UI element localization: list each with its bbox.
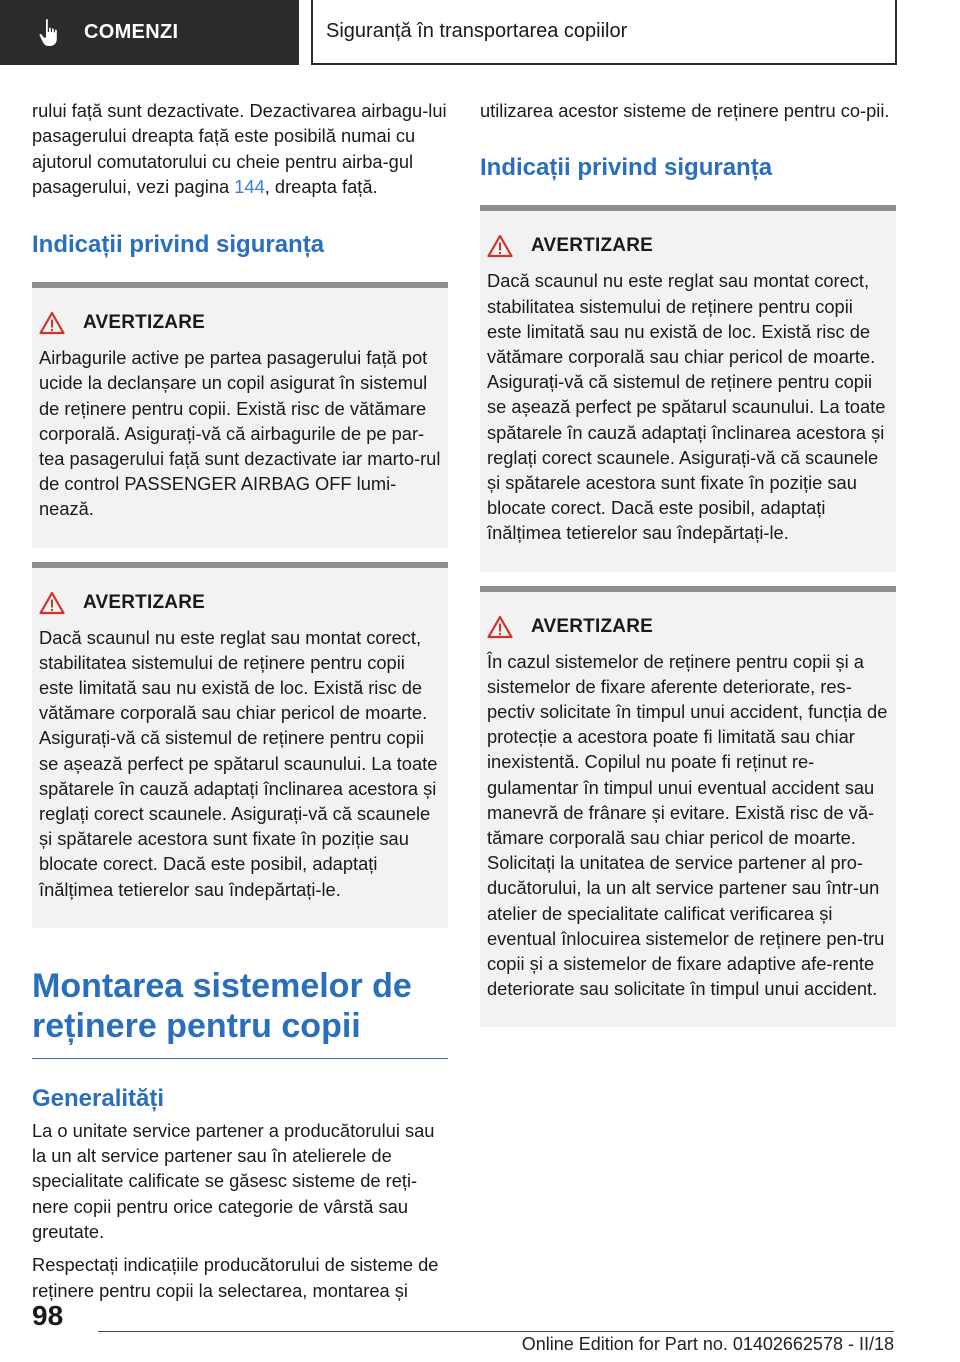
hand-pointer-icon (38, 18, 64, 48)
left-intro-paragraph (32, 98, 448, 199)
warning-header (487, 614, 889, 640)
warning-header (487, 233, 889, 259)
warning-title: AVERTIZARE (531, 235, 653, 257)
general-heading: Generalități (32, 1084, 165, 1112)
warning-header (39, 310, 441, 336)
right-column (480, 98, 896, 1027)
chapter-tab[interactable] (0, 0, 299, 65)
section-title: Siguranță în transportarea copiilor (326, 20, 628, 42)
warning-text: Dacă scaunul nu este reglat sau montat corect, stabilitatea sistemului de reținere pentru copii este limitată sau nu există de loc. Există risc de vătămare corporală sau chiar pericol de moarte. Asigurați-vă că sistemul de reținere pentru copii se așează perfect pe spătarul scaunului. La toate spătarele în cauză adaptați înclinarea acestora și reglați corect scaunele. Asigurați-vă că scaunele și spătarele acestora sunt fixate în poziție sau blocate corect. Dacă este posibil, adaptați înălțimea tetierelor sau îndepărtați-le. (487, 270, 886, 544)
warning-title: AVERTIZARE (531, 615, 653, 637)
warning-triangle-icon (39, 311, 65, 335)
left-intro-text: rului față sunt dezactivate. Dezactivarea airbagu-lui pasagerului dreapta față este posibilă numai cu ajutorul comutatorului cu cheie pentru airba-gul pasagerului, vezi pagina (32, 100, 447, 197)
general-paragraph-2: Respectați indicațiile producătorului de sisteme de reținere pentru copii la selectarea, montarea și (32, 1254, 439, 1301)
right-safety-heading: Indicații privind siguranța (480, 154, 773, 182)
page-number: 98 (32, 1300, 64, 1331)
warning-triangle-icon (487, 234, 513, 258)
right-intro-paragraph: utilizarea acestor sisteme de reținere pentru co-pii. (480, 100, 890, 121)
left-column (32, 98, 448, 1303)
chapter-title: Montarea sistemelor de reținere pentru copii (32, 966, 448, 1059)
general-paragraph-1: La o unitate service partener a producătorului sau la un alt service partener sau în atelierele de specialitate calificate se găsesc sisteme de reți-nere copii pentru orice categorie de vârstă sau greutate. (32, 1119, 435, 1243)
warning-text: Airbagurile active pe partea pasagerului față pot ucide la declanșare un copil asigurat în sistemul de reținere pentru copii. Există risc de vătămare corporală. Asigurați-vă că airbagurile de pe par-tea pasagerului față sunt dezactivate iar marto-rul de control PASSENGER AIRBAG OFF lumi-nează. (39, 347, 441, 520)
warning-text: În cazul sistemelor de reținere pentru copii și a sistemelor de fixare aferente deteriorate, res-pectiv solicitate în timpul unui accident, funcția de protecție a acestora poate fi limitată sau chiar inexistentă. Copilul nu poate fi reținut re-gulamentar în timpul unui eventual accident sau manevră de frânare și evitare. Există risc de vă-tămare corporală sau chiar pericol de moarte. Solicitați la unitatea de service partener al pro-ducătorului, la un alt service partener sau într-un atelier de specialitate calificat verificarea și eventual înlocuirea sistemelor de reținere pen-tru copii și a sistemelor de fixare adaptive afe-rente deteriorate sau solicitate în timpul unui accident. (487, 650, 888, 1000)
page-link[interactable]: 144 (234, 175, 265, 197)
warning-triangle-icon (487, 615, 513, 639)
left-warning-box-2 (32, 562, 448, 928)
left-safety-heading: Indicații privind siguranța (32, 231, 325, 259)
warning-title: AVERTIZARE (83, 591, 205, 613)
warning-header (39, 590, 441, 616)
footer-divider (98, 1331, 894, 1332)
warning-text: Dacă scaunul nu este reglat sau montat corect, stabilitatea sistemului de reținere pentru copii este limitată sau nu există de loc. Există risc de vătămare corporală sau chiar pericol de moarte. Asigurați-vă că sistemul de reținere pentru copii se așează perfect pe spătarul scaunului. La toate spătarele în cauză adaptați înclinarea acestora și reglați corect scaunele. Asigurați-vă că scaunele și spătarele acestora sunt fixate în poziție sau blocate corect. Dacă este posibil, adaptați înălțimea tetierelor sau îndepărtați-le. (39, 626, 438, 900)
footer-edition: Online Edition for Part no. 01402662578 - II/18 (521, 1334, 894, 1354)
warning-title: AVERTIZARE (83, 312, 205, 334)
chapter-tab-label: COMENZI (84, 21, 179, 43)
section-title-box (311, 0, 897, 65)
left-intro-text-end: , dreapta față. (264, 175, 378, 197)
right-warning-box-2 (480, 586, 896, 1028)
warning-triangle-icon (39, 591, 65, 615)
left-warning-box-1 (32, 282, 448, 547)
right-warning-box-1 (480, 205, 896, 571)
